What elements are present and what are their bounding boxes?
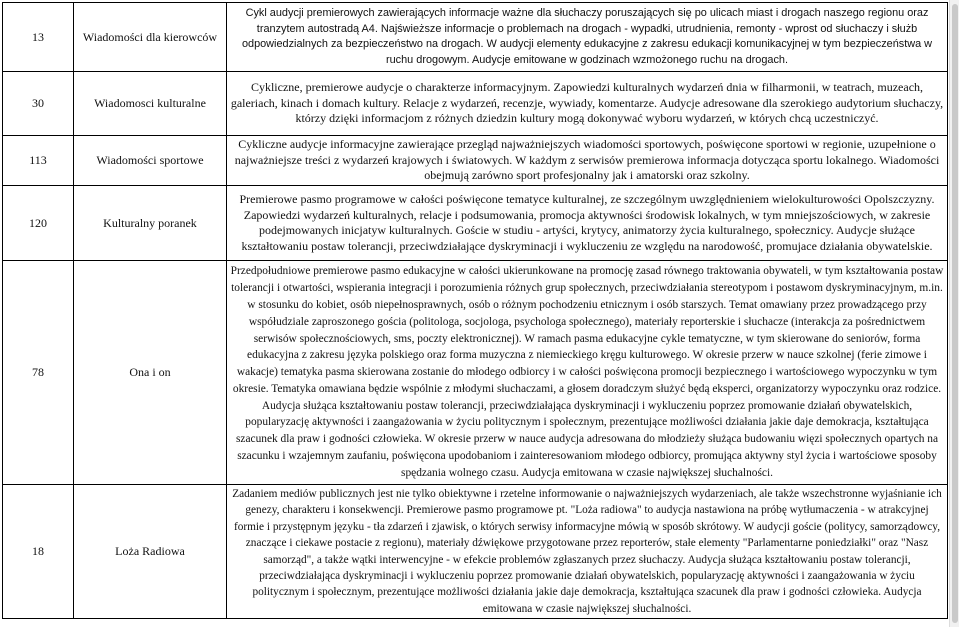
program-name: Wiadomosci kulturalne: [74, 72, 227, 136]
program-table: [2, 2, 948, 619]
table-row: [3, 485, 948, 619]
program-description: Przedpołudniowe premierowe pasmo edukacyjne w całości ukierunkowane na promocję zasad równego traktowania obywateli, w tym kształtowania postaw tolerancji i otwartości, wspierania integracji i porozumienia różnych grup społecznych, przeciwdziałania stereotypom i postawom dyskryminacyjnym, m.in. w stosunku do kobiet, osób niepełnosprawnych, osób o różnym pochodzeniu etnicznym i osób starszych. Temat omawiany przez prowadzącego przy współudziale zaproszonego gościa (politologa, socjologa, psychologa społecznego), materiały reporterskie i słuchacze (interakcja za pośrednictwem serwisów społecznościowych, sms, poczty elektronicznej). W ramach pasma edukacyjne cykle tematyczne, w tym skierowane do seniorów, forma edukacyjna z zakresu języka polskiego oraz forma muzyczna z niemieckiego kręgu kulturowego. W okresie przerw w nauce szkolnej (ferie zimowe i wakacje) tematyka pasma skierowana zostanie do młodego odbiorcy i w całości poświęcona promocji bezpiecznego i wartościowego wypoczynku w tym okresie. Tematyka omawiana będzie wspólnie z młodymi słuchaczami, a głosem doradczym służyć będą eksperci, organizatorzy wypoczynku oraz rodzice. Audycja służąca kształtowaniu postaw tolerancji, przeciwdziałająca dyskryminacji i wykluczeniu poprzez promowanie działań obywatelskich, popularyzację aktywności i zaangażowania w życiu politycznym i społecznym, prezentujące możliwości działania jakie daje demokracja, kształtująca szacunek dla praw i godności człowieka. W okresie przerw w nauce audycja adresowana do młodzieży służąca budowaniu więzi społecznych opartych na szacunku i wzajemnym zaufaniu, poświęcona upodobaniom i zainteresowaniom młodego odbiorcy, promująca aktywny styl życia i wartościowe sposoby spędzania wolnego czasu. Audycja emitowana w czasie największej słuchalności.: [227, 261, 948, 485]
program-number: 30: [3, 72, 74, 136]
program-name: Ona i on: [74, 261, 227, 485]
scrollbar-thumb[interactable]: [952, 4, 958, 623]
program-description: Premierowe pasmo programowe w całości poświęcone tematyce kulturalnej, ze szczególnym uwzględnieniem wielokulturowości Opolszczyzny. Zapowiedzi wydarzeń kulturalnych, relacje i podsumowania, promocja aktywności środowisk lokalnych, w tym mniejszościowych, w zakresie podejmowanych inicjatyw kulturalnych. Goście w studiu - artyści, krytycy, animatorzy życia kulturalnego, społecznicy. Audycje służące kształtowaniu postaw tolerancji, przeciwdziałające dyskryminacji i wykluczeniu ze względu na narodowość, promujace działania obywatelskie.: [227, 186, 948, 261]
program-name: Wiadomości sportowe: [74, 136, 227, 186]
program-description: Cykliczne, premierowe audycje o charakterze informacyjnym. Zapowiedzi kulturalnych wydarzeń dnia w filharmonii, w teatrach, muzeach, galeriach, kinach i domach kultury. Relacje z wydarzeń, recenzje, wywiady, komentarze. Audycje adresowane dla szerokiego audytorium słuchaczy, którzy dzięki informacjom z różnych dziedzin kultury mogą dokonywać wyboru wydarzeń, w których chcą uczestniczyć.: [227, 72, 948, 136]
program-number: 78: [3, 261, 74, 485]
program-number: 18: [3, 485, 74, 619]
program-number: 120: [3, 186, 74, 261]
table-row: [3, 3, 948, 72]
program-name: Kulturalny poranek: [74, 186, 227, 261]
program-number: 113: [3, 136, 74, 186]
program-name: Wiadomości dla kierowców: [74, 3, 227, 72]
table-row: [3, 72, 948, 136]
program-description: Cykliczne audycje informacyjne zawierające przegląd najważniejszych wiadomości sportowych, poświęcone sportowi w regionie, uzupełnione o najważniejsze treści z wydarzeń krajowych i światowych. W każdym z serwisów premierowa informacja dotycząca sportu lokalnego. Wiadomości obejmują zarówno sport profesjonalny jak i amatorski oraz szkolny.: [227, 136, 948, 186]
program-name: Loża Radiowa: [74, 485, 227, 619]
program-description: Cykl audycji premierowych zawierających informacje ważne dla słuchaczy poruszających się po ulicach miast i drogach naszego regionu oraz tranzytem autostradą A4. Najświeższe informacje o problemach na drogach - wypadki, utrudnienia, remonty - wprost od słuchaczy i służb odpowiedzialnych za bezpieczeństwo na drogach. W audycji elementy edukacyjne z zakresu edukacji komunikacyjnej w tym bezpieczeństwa w ruchu drogowym. Audycje emitowane w godzinach wzmożonego ruchu na drogach.: [227, 3, 948, 72]
table-row: [3, 261, 948, 485]
table-row: [3, 136, 948, 186]
vertical-scrollbar[interactable]: [949, 0, 959, 627]
program-description: Zadaniem mediów publicznych jest nie tylko obiektywne i rzetelne informowanie o najważniejszych wydarzeniach, ale także wszechstronne wyjaśnianie ich genezy, charakteru i konsekwencji. Premierowe pasmo programowe pt. "Loża radiowa" to audycja nastawiona na próbę wytłumaczenia - w atrakcyjnej formie i przystępnym języku - tła zdarzeń i zjawisk, o których serwisy informacyjne mówią w sposób skrótowy. W audycji goście (politycy, samorządowcy, znaczące i ciekawe postacie z regionu), materiały dźwiękowe przygotowane przez reporterów, stałe elementy "Parlamentarne poniedziałki" oraz "Nasz samorząd", a także wątki interwencyjne - w efekcie problemów zgłaszanych przez słuchaczy. Audycja służąca kształtowaniu postaw tolerancji, przeciwdziałająca dyskryminacji i wykluczeniu poprzez promowanie działań obywatelskich, popularyzację aktywności i zaangażowania w życiu politycznym i społecznym, prezentujące możliwości działania jakie daje demokracja, kształtująca szacunek dla praw i godności człowieka. Audycja emitowana w czasie największej słuchalności.: [227, 485, 948, 619]
table-row: [3, 186, 948, 261]
program-number: 13: [3, 3, 74, 72]
